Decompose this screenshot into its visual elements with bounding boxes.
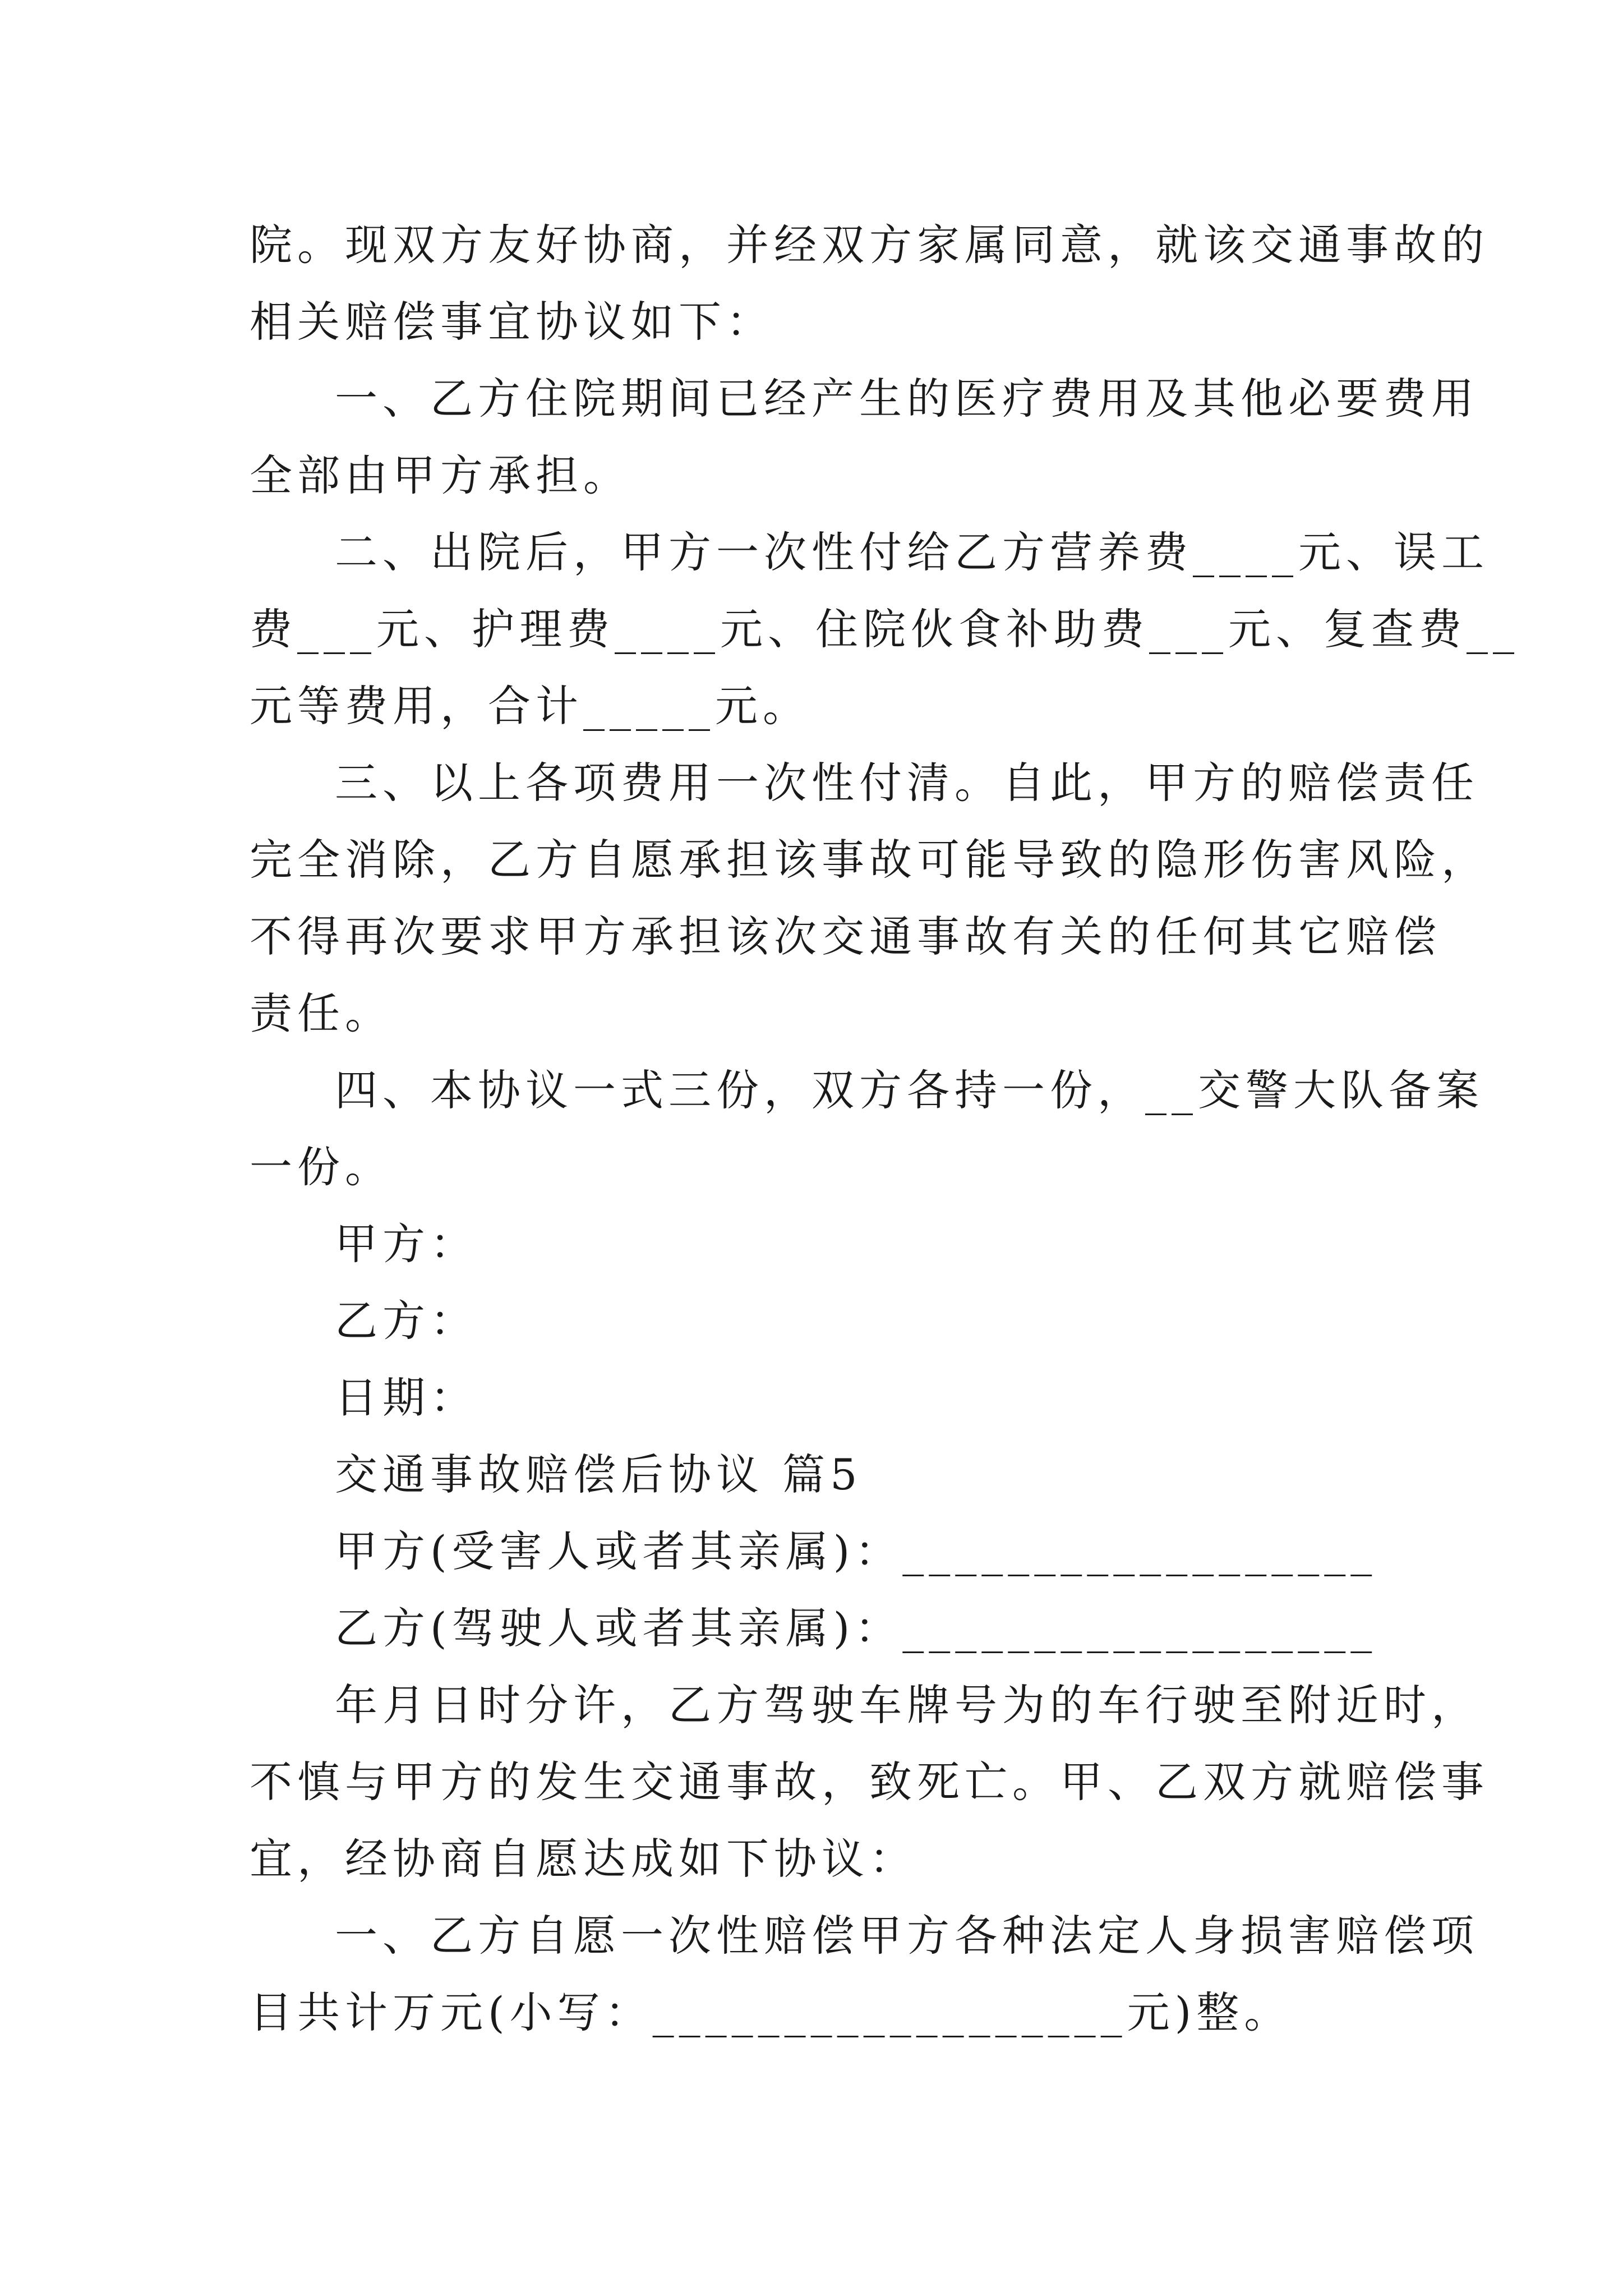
text-line: 年月日时分许，乙方驾驶车牌号为的车行驶至附近时， xyxy=(335,1680,1479,1730)
text-line: 全部由甲方承担。 xyxy=(250,450,631,500)
text-line: 宜，经协商自愿达成如下协议： xyxy=(250,1834,917,1884)
document-body xyxy=(250,206,1519,2051)
party-a-signature-line: 甲方： xyxy=(335,1219,478,1269)
party-b-field: 乙方(驾驶人或者其亲属)：__________________ xyxy=(335,1603,1377,1653)
text-line: 费___元、护理费____元、住院伙食补助费___元、复查费__ xyxy=(250,604,1519,654)
text-line: 不慎与甲方的发生交通事故，致死亡。甲、乙双方就赔偿事 xyxy=(250,1757,1489,1807)
text-line: 目共计万元(小写：__________________元)整。 xyxy=(250,1987,1292,2037)
text-line: 院。现双方友好协商，并经双方家属同意，就该交通事故的 xyxy=(250,220,1489,270)
text-line: 三、以上各项费用一次性付清。自此，甲方的赔偿责任 xyxy=(335,758,1479,808)
date-line: 日期： xyxy=(335,1373,478,1423)
text-line: 一份。 xyxy=(250,1142,393,1192)
text-line: 相关赔偿事宜协议如下： xyxy=(250,297,774,347)
text-line: 一、乙方自愿一次性赔偿甲方各种法定人身损害赔偿项 xyxy=(335,1911,1479,1961)
party-a-field: 甲方(受害人或者其亲属)：__________________ xyxy=(335,1526,1377,1576)
text-line: 四、本协议一式三份，双方各持一份，__交警大队备案 xyxy=(335,1065,1484,1115)
text-line: 二、出院后，甲方一次性付给乙方营养费____元、误工 xyxy=(335,527,1489,577)
party-b-signature-line: 乙方： xyxy=(335,1296,478,1346)
text-line: 责任。 xyxy=(250,988,393,1038)
section-heading: 交通事故赔偿后协议 篇5 xyxy=(335,1450,863,1499)
text-line: 元等费用，合计_____元。 xyxy=(250,681,810,731)
text-line: 完全消除，乙方自愿承担该事故可能导致的隐形伤害风险， xyxy=(250,835,1489,885)
text-line: 一、乙方住院期间已经产生的医疗费用及其他必要费用 xyxy=(335,374,1479,424)
text-line: 不得再次要求甲方承担该次交通事故有关的任何其它赔偿 xyxy=(250,912,1441,961)
